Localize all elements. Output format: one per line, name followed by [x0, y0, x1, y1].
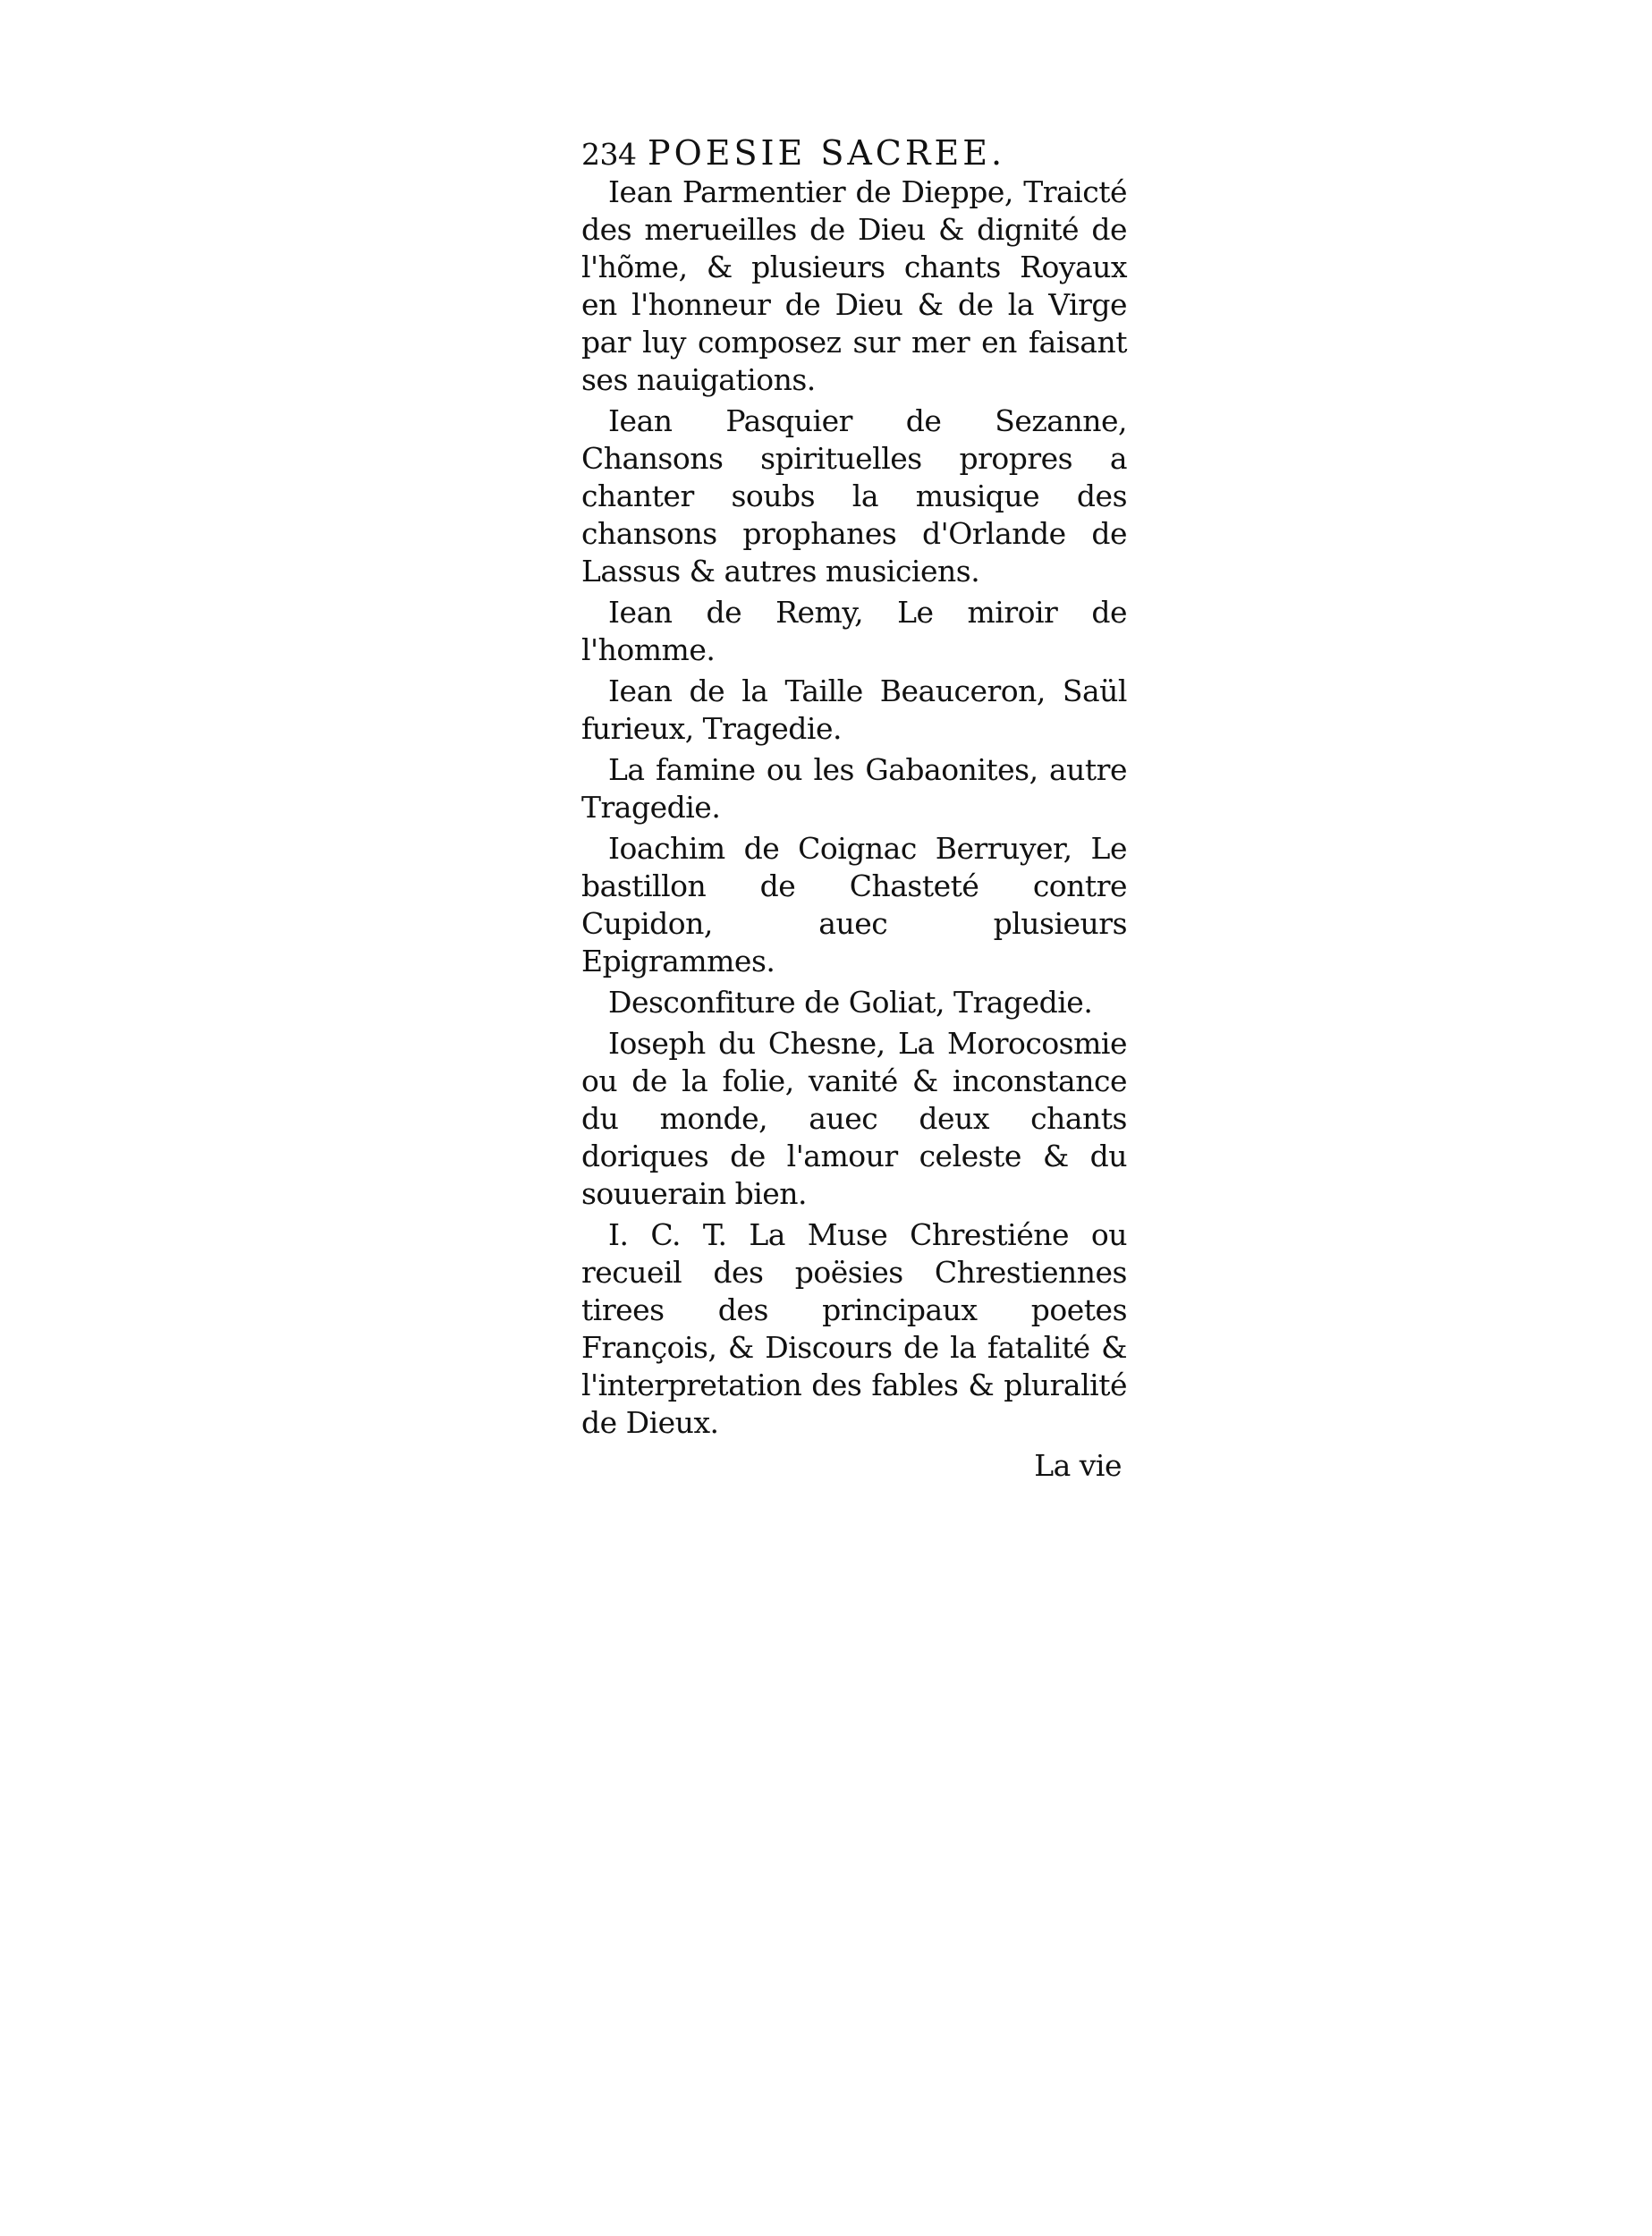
entry-du-chesne: Ioseph du Chesne, La Morocosmie ou de la folie, vanité & inconstance du monde, auec deux chants doriques de l'amour celeste & du souuerain bien.: [581, 1026, 1127, 1211]
entry-pasquier: Iean Pasquier de Sezanne, Chansons spirituelles propres a chanter soubs la musique des chansons prophanes d'Orlande de Lassus & autres musiciens.: [581, 403, 1127, 589]
page-header: [581, 134, 1127, 174]
running-title: POESIE SACREE.: [648, 133, 1006, 173]
entry-ict: I. C. T. La Muse Chrestiéne ou recueil des poësies Chrestiennes tirees des principaux poetes François, & Discours de la fatalité & l'interpretation des fables & pluralité de Dieux.: [581, 1217, 1127, 1440]
entry-coignac: Ioachim de Coignac Berruyer, Le bastillon de Chasteté contre Cupidon, auec plusieurs Epigrammes.: [581, 831, 1127, 978]
catchword: La vie: [1034, 1448, 1122, 1483]
entry-la-taille: Iean de la Taille Beauceron, Saül furieux, Tragedie.: [581, 673, 1127, 746]
page-number: 234: [581, 137, 637, 172]
entry-remy: Iean de Remy, Le miroir de l'homme.: [581, 595, 1127, 667]
entry-la-famine: La famine ou les Gabaonites, autre Tragedie.: [581, 752, 1127, 825]
entry-desconfiture: Desconfiture de Goliat, Tragedie.: [608, 985, 1093, 1020]
text-block: [581, 134, 1127, 1485]
entry-parmentier: Iean Parmentier de Dieppe, Traicté des merueilles de Dieu & dignité de l'hõme, & plusieurs chants Royaux en l'honneur de Dieu & de la Virge par luy composez sur mer en faisant ses nauigations.: [581, 174, 1127, 397]
